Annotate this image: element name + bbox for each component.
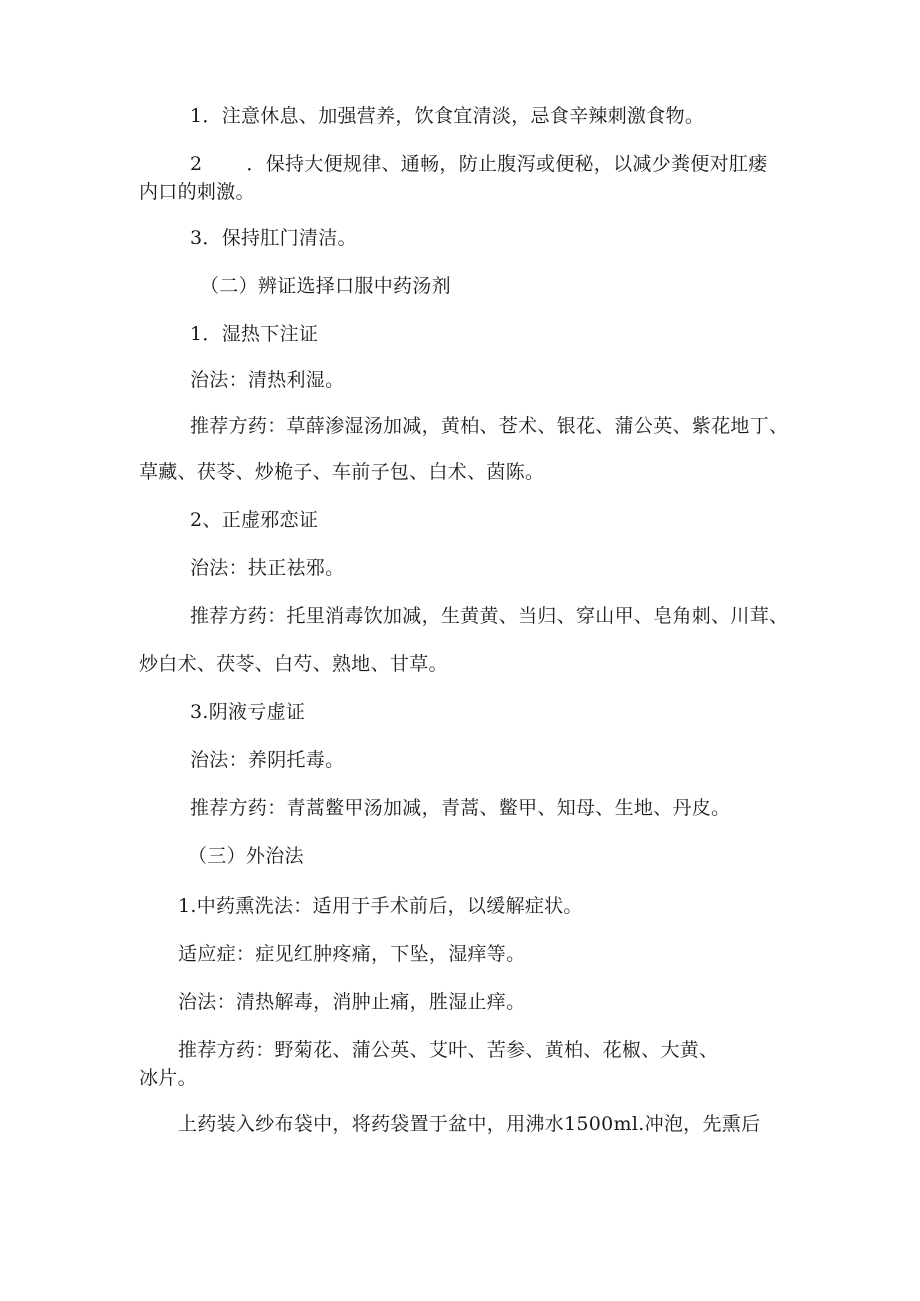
syndrome-3-title: 3.阴液亏虚证 [190,701,306,723]
care-item-1: 1．注意休息、加强营养，饮食宜清淡，忌食辛辣刺激食物。 [190,105,705,127]
care-item-2-number: 2 [190,153,203,175]
syndrome-2-title: 2、正虚邪恋证 [190,509,319,531]
section-heading-3: （三）外治法 [188,845,304,867]
syndrome-1-title: 1．湿热下注证 [190,323,319,345]
syndrome-1-prescription-continued: 草藏、茯苓、炒桅子、车前子包、白术、茵陈。 [139,461,545,483]
external-1-usage: 上药装入纱布袋中，将药袋置于盆中，用沸水1500ml.冲泡，先熏后 [178,1113,761,1135]
external-1-method: 治法：清热解毒，消肿止痛，胜湿止痒。 [178,991,526,1013]
care-item-2-continued: 内口的刺激。 [139,181,255,203]
syndrome-2-prescription: 推荐方药：托里消毒饮加减，生黄黄、当归、穿山甲、皂角刺、川茸、 [190,605,789,627]
syndrome-1-method: 治法：清热利湿。 [190,369,345,391]
care-item-2-text: ．保持大便规律、通畅，防止腹泻或便秘，以减少粪便对肛瘘 [246,153,768,175]
external-1-indication: 适应症：症见红肿疼痛，下坠，湿痒等。 [178,943,526,965]
syndrome-3-method: 治法：养阴托毒。 [190,749,345,771]
syndrome-1-prescription: 推荐方药：草薛渗湿汤加减，黄柏、苍术、银花、蒲公英、紫花地丁、 [190,415,789,437]
external-1-prescription: 推荐方药：野菊花、蒲公英、艾叶、苦参、黄柏、花椒、大黄、 [178,1039,719,1061]
syndrome-3-prescription: 推荐方药：青蒿鳖甲汤加减，青蒿、鳖甲、知母、生地、丹皮。 [190,797,731,819]
care-item-2 [190,150,768,178]
section-heading-2: （二）辨证选择口服中药汤剂 [200,275,451,297]
external-1-prescription-continued: 冰片。 [139,1067,197,1089]
syndrome-2-method: 治法：扶正祛邪。 [190,557,345,579]
syndrome-2-prescription-continued: 炒白术、茯苓、白芍、熟地、甘草。 [139,653,448,675]
care-item-3: 3．保持肛门清洁。 [190,227,357,249]
external-1-title: 1.中药熏洗法：适用于手术前后，以缓解症状。 [178,895,583,917]
